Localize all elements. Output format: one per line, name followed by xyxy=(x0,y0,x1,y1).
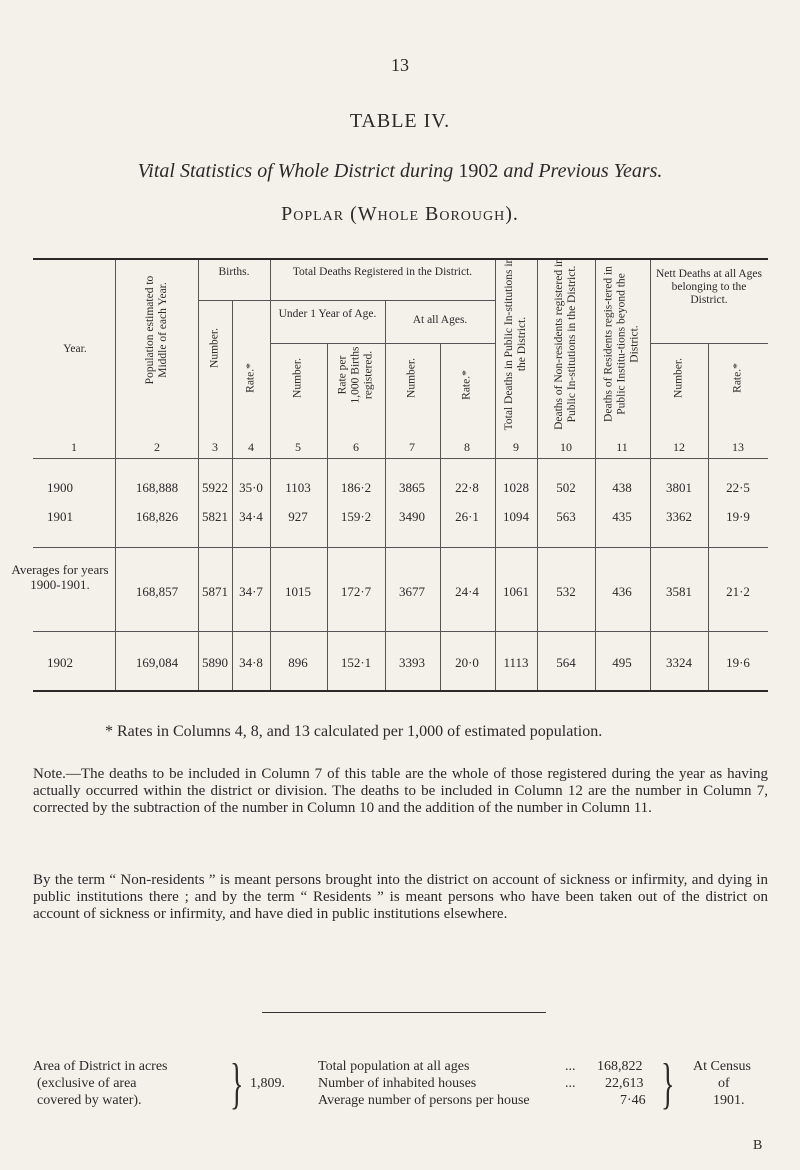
table-cell: 34·8 xyxy=(239,655,263,670)
table-cell: 3581 xyxy=(666,584,692,599)
row-label: 1900 xyxy=(47,480,73,495)
header-residents-beyond: Deaths of Residents regis-tered in Public Institu-tions beyond the District. xyxy=(602,266,641,422)
table-cell: 1015 xyxy=(285,584,311,599)
column-number: 5 xyxy=(295,440,301,454)
column-number: 4 xyxy=(248,440,254,454)
census-label: Average number of persons per house xyxy=(318,1093,530,1108)
census-value: 22,613 xyxy=(605,1076,644,1091)
row-label: Averages for years 1900-1901. xyxy=(11,562,109,592)
column-number: 7 xyxy=(409,440,415,454)
table-cell: 168,888 xyxy=(135,480,179,495)
note-paragraph: Note.—The deaths to be included in Column 7 of this table are the whole of those registered during the year as having actually occurred within the district or division. The deaths to be included in Column 12 are the number in Column 7, corrected by the subtraction of the number in Column 10 and the addition of the number in Column 11. xyxy=(33,766,768,816)
footnote: * Rates in Columns 4, 8, and 13 calculated per 1,000 of estimated population. xyxy=(105,723,603,740)
table-cell: 3801 xyxy=(666,480,692,495)
table-cell: 1094 xyxy=(503,509,529,524)
header-bottom-rule xyxy=(33,458,768,459)
census-note-line: of xyxy=(718,1076,730,1091)
table-top-rule xyxy=(33,258,768,260)
table-cell: 5890 xyxy=(202,655,228,670)
table-cell: 34·7 xyxy=(239,584,263,599)
column-number: 6 xyxy=(353,440,359,454)
table-bottom-rule xyxy=(33,690,768,692)
table-cell: 186·2 xyxy=(340,480,372,495)
table-cell: 502 xyxy=(556,480,576,495)
column-number: 1 xyxy=(71,440,77,454)
table-cell: 21·2 xyxy=(726,584,750,599)
table-cell: 3324 xyxy=(666,655,692,670)
header-all-rate: Rate.* xyxy=(460,370,473,400)
table-cell: 896 xyxy=(288,655,308,670)
table-title: TABLE IV. xyxy=(349,110,451,132)
table-cell: 34·4 xyxy=(239,509,263,524)
table-cell: 927 xyxy=(288,509,308,524)
column-number: 3 xyxy=(212,440,218,454)
header-nett-rate: Rate.* xyxy=(731,363,744,393)
area-label-line: Area of District in acres xyxy=(33,1059,168,1074)
table-cell: 19·6 xyxy=(726,655,750,670)
table-cell: 19·9 xyxy=(726,509,750,524)
table-cell: 5871 xyxy=(202,584,228,599)
census-dots: ... xyxy=(565,1059,576,1074)
brace: } xyxy=(661,1053,675,1115)
table-cell: 1113 xyxy=(503,655,529,670)
table-cell: 435 xyxy=(612,509,632,524)
row-label: 1902 xyxy=(47,655,73,670)
table-cell: 3677 xyxy=(399,584,425,599)
area-title: Poplar (Whole Borough). xyxy=(281,203,519,225)
table-cell: 495 xyxy=(612,655,632,670)
header-non-residents: Deaths of Non-residents registered in Public In-stitutions in the District. xyxy=(553,258,578,430)
census-label: Number of inhabited houses xyxy=(318,1076,477,1091)
separator xyxy=(262,1012,546,1013)
header-births-rate: Rate.* xyxy=(244,363,257,393)
census-dots: ... xyxy=(565,1076,576,1091)
census-value: 168,822 xyxy=(597,1059,643,1074)
table-cell: 159·2 xyxy=(340,509,372,524)
table-cell: 1103 xyxy=(285,480,311,495)
table-subtitle: Vital Statistics of Whole District during 1902 and Previous Years. xyxy=(137,160,663,182)
column-number: 12 xyxy=(673,440,685,454)
table-cell: 20·0 xyxy=(455,655,479,670)
header-population: Population estimated to Middle of each Year. xyxy=(144,275,169,385)
table-cell: 564 xyxy=(556,655,576,670)
column-number: 8 xyxy=(464,440,470,454)
header-at-all-ages: At all Ages. xyxy=(412,314,468,326)
table-cell: 5821 xyxy=(202,509,228,524)
table-cell: 3490 xyxy=(399,509,425,524)
header-births: Births. xyxy=(218,266,250,278)
header-u1-number: Number. xyxy=(291,358,304,398)
table-cell: 22·5 xyxy=(726,480,750,495)
header-total-deaths: Total Deaths Registered in the District. xyxy=(292,266,473,278)
census-label: Total population at all ages xyxy=(318,1059,470,1074)
table-cell: 3865 xyxy=(399,480,425,495)
area-value: 1,809. xyxy=(250,1076,285,1091)
header-births-number: Number. xyxy=(208,328,221,368)
header-all-number: Number. xyxy=(405,358,418,398)
table-cell: 168,826 xyxy=(135,509,179,524)
header-nett-number: Number. xyxy=(672,358,685,398)
table-cell: 26·1 xyxy=(455,509,479,524)
table-cell: 3393 xyxy=(399,655,425,670)
column-number: 11 xyxy=(616,440,628,454)
header-under-1: Under 1 Year of Age. xyxy=(278,308,377,320)
table-cell: 1028 xyxy=(503,480,529,495)
table-cell: 169,084 xyxy=(135,655,179,670)
table-cell: 3362 xyxy=(666,509,692,524)
table-cell: 436 xyxy=(612,584,632,599)
column-number: 9 xyxy=(513,440,519,454)
definition-paragraph: By the term “ Non-residents ” is meant persons brought into the district on account of sickness or infirmity, and dying in public institutions there ; and by the term “ Residents ” is meant persons who have been taken out of the district on account of sickness or infirmity, and have died in public institutions elsewhere. xyxy=(33,872,768,922)
table-cell: 438 xyxy=(612,480,632,495)
header-nett: Nett Deaths at all Ages belonging to the District. xyxy=(655,268,763,306)
table-cell: 5922 xyxy=(202,480,228,495)
header-year: Year. xyxy=(63,343,87,355)
signature-mark: B xyxy=(753,1138,763,1153)
header-u1-rate: Rate per 1,000 Births registered. xyxy=(336,346,375,404)
column-number: 13 xyxy=(732,440,744,454)
census-note-line: 1901. xyxy=(713,1093,745,1108)
census-value: 7·46 xyxy=(620,1093,646,1108)
table-cell: 168,857 xyxy=(135,584,179,599)
table-cell: 35·0 xyxy=(239,480,263,495)
area-label-line: (exclusive of area xyxy=(37,1076,137,1091)
table-cell: 1061 xyxy=(503,584,529,599)
census-note-line: At Census xyxy=(693,1059,751,1074)
table-cell: 24·4 xyxy=(455,584,479,599)
page-number: 13 xyxy=(391,55,409,75)
header-public-institutions: Total Deaths in Public In-stitutions in the District. xyxy=(503,257,528,431)
table-cell: 172·7 xyxy=(340,584,372,599)
brace: } xyxy=(230,1053,244,1115)
table-cell: 563 xyxy=(556,509,576,524)
area-label-line: covered by water). xyxy=(37,1093,142,1108)
column-number: 2 xyxy=(154,440,160,454)
row-label: 1901 xyxy=(47,509,73,524)
table-cell: 532 xyxy=(556,584,576,599)
table-cell: 22·8 xyxy=(455,480,479,495)
column-number: 10 xyxy=(560,440,572,454)
table-cell: 152·1 xyxy=(340,655,372,670)
